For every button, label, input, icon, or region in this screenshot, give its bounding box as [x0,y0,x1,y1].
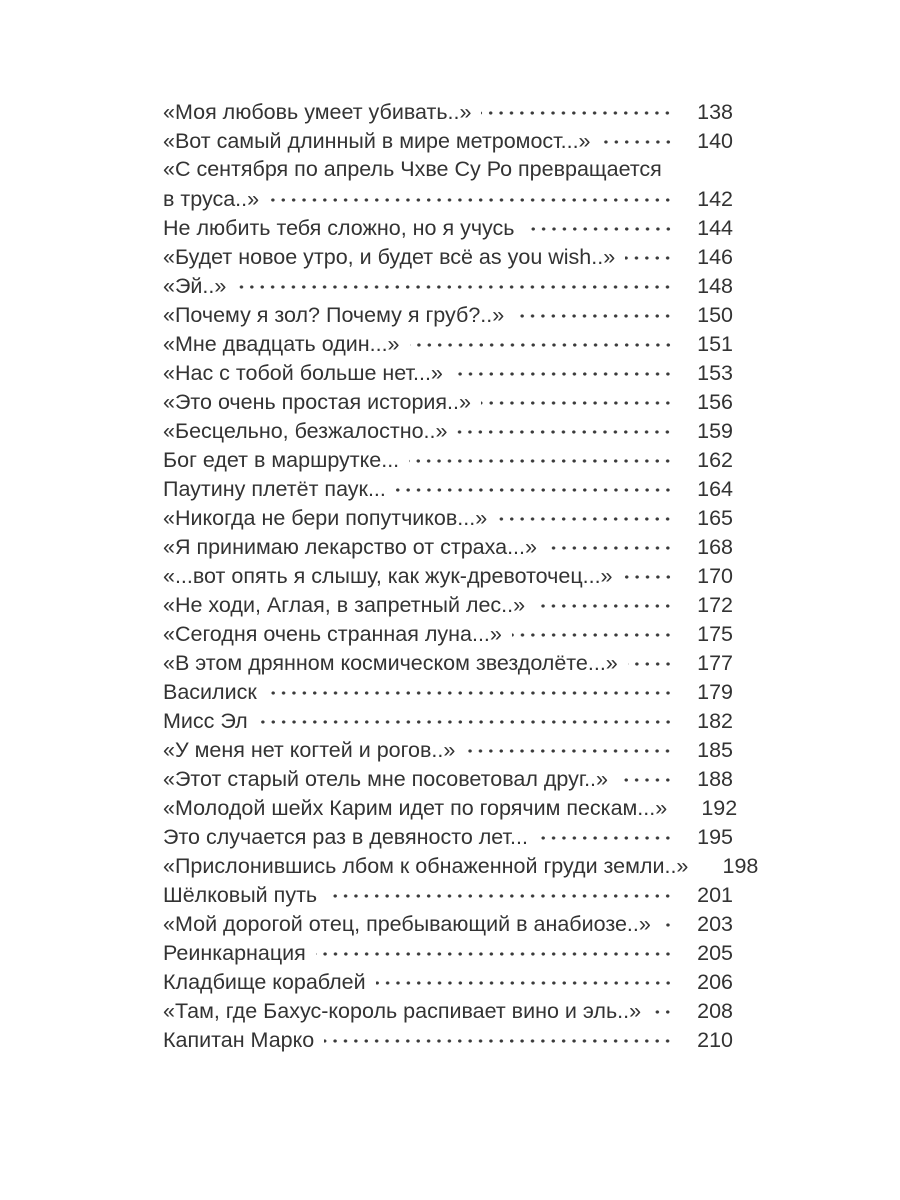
dot-leader [618,764,673,786]
dot-leader [512,619,673,641]
dot-leader [625,242,673,264]
toc-entry [163,677,733,706]
toc-entry-page-number: 144 [697,216,733,240]
toc-entry [163,97,733,126]
dot-leader [497,503,673,525]
dot-leader [267,677,673,699]
toc-entry-title: «Вот самый длинный в мире метромост...» [163,129,591,153]
toc-entry [163,445,733,474]
dot-leader [481,387,673,409]
dot-leader [661,909,673,931]
toc-entry-title: Василиск [163,680,257,704]
toc-entry-page-number: 205 [697,941,733,965]
toc-entry [163,1025,733,1054]
toc-entry [163,706,733,735]
toc-list [163,97,759,1054]
toc-entry [163,561,733,590]
toc-entry [163,329,733,358]
toc-entry [163,387,733,416]
dot-leader [327,880,673,902]
toc-entry [163,590,733,619]
dot-leader [236,271,673,293]
toc-entry-title: «Никогда не бери попутчиков...» [163,506,488,530]
toc-entry-page-number: 182 [697,709,733,733]
dot-leader [316,938,673,960]
toc-entry-title: «Это очень простая история..» [163,390,471,414]
toc-entry-page-number: 210 [697,1028,733,1052]
toc-entry-page-number: 175 [697,622,733,646]
toc-entry [163,213,733,242]
toc-entry-title: Кладбище кораблей [163,970,366,994]
toc-entry [163,764,733,793]
toc-entry-title-continuation: в труса..» [163,187,260,211]
toc-entry-title: Это случается раз в девяносто лет... [163,825,528,849]
dot-leader [628,648,673,670]
toc-entry-title: «Там, где Бахус-король распивает вино и эль..» [163,999,642,1023]
toc-entry-title: «Почему я зол? Почему я груб?..» [163,303,505,327]
toc-entry-page-number: 142 [697,187,733,211]
toc-entry-title: «Нас с тобой больше нет...» [163,361,443,385]
toc-entry-page-number: 177 [697,651,733,675]
toc-entry [163,793,738,822]
toc-entry [163,474,733,503]
toc-entry-title: «Бесцельно, безжалостно..» [163,419,448,443]
dot-leader [465,735,673,757]
toc-entry-page-number: 146 [697,245,733,269]
toc-entry-title: Не любить тебя сложно, но я учусь [163,216,515,240]
toc-entry-page-number: 138 [697,100,733,124]
toc-entry [163,300,733,329]
toc-entry-page-number: 150 [697,303,733,327]
toc-entry-title: «Молодой шейх Карим идет по горячим пескам...» [163,796,668,820]
toc-entry-page-number: 195 [697,825,733,849]
toc-entry-title: «Сегодня очень странная луна...» [163,622,502,646]
toc-entry [163,126,733,155]
toc-entry-title: «С сентября по апрель Чхве Су Ро превращается [163,157,662,181]
toc-entry-page-number: 151 [697,332,733,356]
toc-entry-title: Бог едет в маршрутке... [163,448,400,472]
toc-entry-page-number: 192 [701,796,738,820]
toc-entry-title: Паутину плетёт паук... [163,477,386,501]
toc-entry [163,503,733,532]
toc-entry [163,532,733,561]
toc-entry [163,880,733,909]
dot-leader [514,300,673,322]
toc-entry-page-number: 201 [697,883,733,907]
toc-entry [163,938,733,967]
dot-leader [623,561,673,583]
toc-entry-title: «Мне двадцать один...» [163,332,400,356]
dot-leader [535,590,673,612]
toc-entry-page-number: 153 [697,361,733,385]
toc-entry-page-number: 185 [697,738,733,762]
toc-entry-title: «Не ходи, Аглая, в запретный лес..» [163,593,526,617]
dot-leader [547,532,673,554]
dot-leader [601,126,673,148]
toc-entry [163,416,733,445]
toc-entry-page-number: 164 [697,477,733,501]
toc-entry-title: Капитан Марко [163,1028,315,1052]
toc-entry-page-number: 188 [697,767,733,791]
dot-leader [457,416,673,438]
toc-entry-page-number: 162 [697,448,733,472]
dot-leader [525,213,674,235]
toc-entry-title: «Прислонившись лбом к обнаженной груди земли..» [163,854,689,878]
toc-entry-title: «...вот опять я слышу, как жук-древоточец...» [163,564,613,588]
toc-entry-page-number: 170 [697,564,733,588]
toc-entry-page-number: 165 [697,506,733,530]
toc-entry [163,242,733,271]
toc-entry [163,735,733,764]
dot-leader [410,329,673,351]
toc-entry-title: Шёлковый путь [163,883,318,907]
dot-leader [258,706,673,728]
toc-entry-page-number: 140 [697,129,733,153]
toc-entry-page-number: 198 [722,854,759,878]
dot-leader [538,822,673,844]
toc-entry [163,909,733,938]
toc-entry-title: «Этот старый отель мне посоветовал друг..» [163,767,608,791]
toc-entry [163,155,733,213]
toc-entry [163,358,733,387]
toc-entry-page-number: 159 [697,419,733,443]
toc-entry-title: Реинкарнация [163,941,306,965]
toc-entry-title: «Эй..» [163,274,227,298]
toc-entry [163,271,733,300]
toc-entry [163,851,759,880]
toc-entry-page-number: 172 [697,593,733,617]
toc-entry [163,648,733,677]
toc-entry-page-number: 208 [697,999,733,1023]
toc-entry-page-number: 206 [697,970,733,994]
toc-entry-title: Мисс Эл [163,709,248,733]
dot-leader [324,1025,673,1047]
toc-entry-title: «Моя любовь умеет убивать..» [163,100,472,124]
toc-entry-title: «Мой дорогой отец, пребывающий в анабиозе..» [163,912,651,936]
toc-entry-page-number: 168 [697,535,733,559]
dot-leader [396,474,673,496]
toc-entry-title: «Я принимаю лекарство от страха...» [163,535,537,559]
dot-leader [409,445,673,467]
dot-leader [453,358,673,380]
toc-entry-title: «У меня нет когтей и рогов..» [163,738,456,762]
toc-entry-page-number: 156 [697,390,733,414]
dot-leader [376,967,673,989]
toc-entry-page-number: 148 [697,274,733,298]
toc-entry [163,619,733,648]
toc-entry [163,822,733,851]
toc-entry-page-number: 179 [697,680,733,704]
dot-leader [269,184,673,206]
toc-entry [163,996,733,1025]
toc-entry-title: «Будет новое утро, и будет всё as you wish..» [163,245,616,269]
toc-entry-title: «В этом дрянном космическом звездолёте...» [163,651,618,675]
toc-entry [163,967,733,996]
dot-leader [481,97,673,119]
dot-leader [651,996,673,1018]
toc-entry-page-number: 203 [697,912,733,936]
